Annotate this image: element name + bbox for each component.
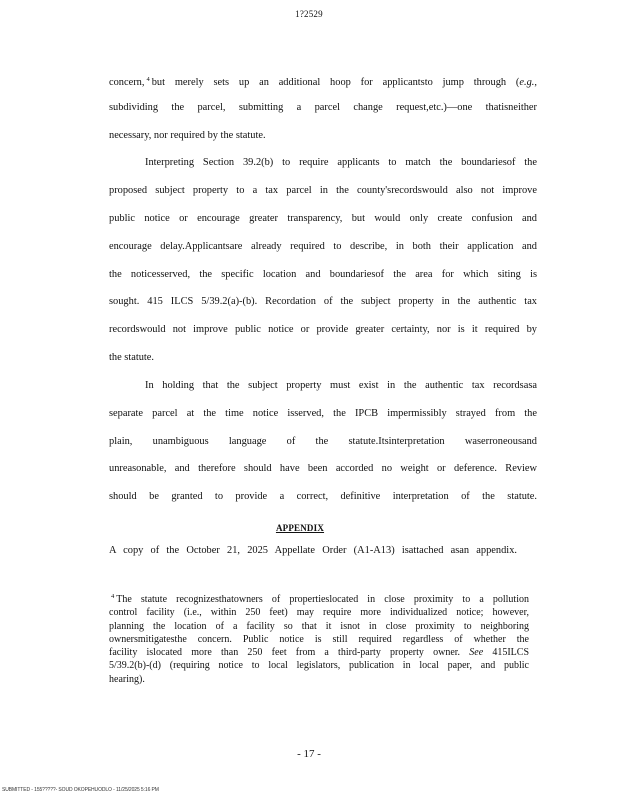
paragraph-continuation	[109, 66, 537, 149]
text-line: the noticesserved, the specific location and boundariesof the area for which siting is	[109, 268, 537, 280]
footnote-line: 5/39.2(b)-(d) (requiring notice to local legislators, publication in local paper, and public	[109, 660, 529, 672]
text-line: sought. 415 ILCS 5/39.2(a)-(b). Recordation of the subject property in the authentic tax	[109, 296, 537, 308]
text-run: but merely sets up an additional hoop for applicantsto jump through (	[151, 77, 520, 88]
text-line: the statute.	[109, 351, 155, 363]
text-line: plain, unambiguous language of the statute.Itsinterpretation waserroneousand	[109, 435, 537, 447]
footnote-line: control facility (i.e., within 250 feet) may require more individualized notice; however,	[109, 607, 529, 619]
footnote-line	[109, 590, 529, 606]
text-run: facility islocated more than 250 feet from a third-party property owner.	[109, 647, 461, 659]
text-line: public notice or encourage greater transparency, but would only create confusion and	[109, 212, 537, 224]
footnote-line	[109, 646, 529, 659]
text-line: In holding that the subject property must exist in the authentic tax recordsasa	[145, 380, 537, 391]
footnote-line: ownersmitigatesthe concern. Public notice is still required regardless of whether the	[109, 633, 529, 645]
text-line: proposed subject property to a tax parcel in the county'srecordswould also not improve	[109, 185, 537, 197]
text-run: concern,	[109, 77, 145, 88]
text-line: necessary, nor required by the statute.	[109, 129, 266, 141]
paragraph-holding	[109, 372, 537, 511]
footnote-reference[interactable]: 4	[146, 76, 150, 83]
italic-text: See	[469, 647, 484, 659]
paragraph-interpreting-section	[109, 149, 537, 371]
document-id-header: 1?2529	[295, 9, 323, 19]
appendix-statement: A copy of the October 21, 2025 Appellate Order (A1-A13) isattached asan appendix.	[109, 545, 517, 556]
appendix-heading	[0, 518, 618, 536]
text-run: 415ILCS	[492, 647, 530, 659]
text-line: unreasonable, and therefore should have been accorded no weight or deference. Review	[109, 463, 537, 475]
appendix-heading-text: APPENDIX	[275, 523, 325, 533]
footnote-number: 4	[111, 593, 115, 600]
text-run: ,	[534, 77, 537, 88]
footnote-line: planning the location of a facility so that it isnot in close proximity to neighboring	[109, 620, 529, 632]
footnote-4	[109, 590, 529, 686]
text-line: subdividing the parcel, submitting a parcel change request,etc.)—one thatisneither	[109, 101, 537, 113]
text-line: encourage delay.Applicantsare already required to describe, in both their application and	[109, 240, 537, 252]
text-line	[109, 66, 537, 94]
text-line: Interpreting Section 39.2(b) to require applicants to match the boundariesof the	[145, 157, 537, 169]
submission-stamp: SUBMITTED - 155?????- SOUD OKOPEHUODLO - 11/25/2025 5:16 PM	[2, 787, 159, 793]
page-number: - 17 -	[297, 748, 321, 760]
footnote-line: hearing).	[109, 673, 145, 685]
italic-text: e.g.	[519, 77, 535, 88]
text-line: recordswould not improve public notice or provide greater certainty, nor is it required by	[109, 324, 537, 336]
text-line: separate parcel at the time notice isserved, the IPCB impermissibly strayed from the	[109, 407, 537, 419]
text-run: The statute recognizesthatowners of propertieslocated in close proximity to a pollution	[116, 594, 529, 605]
text-line: should be granted to provide a correct, definitive interpretation of the statute.	[109, 491, 537, 503]
